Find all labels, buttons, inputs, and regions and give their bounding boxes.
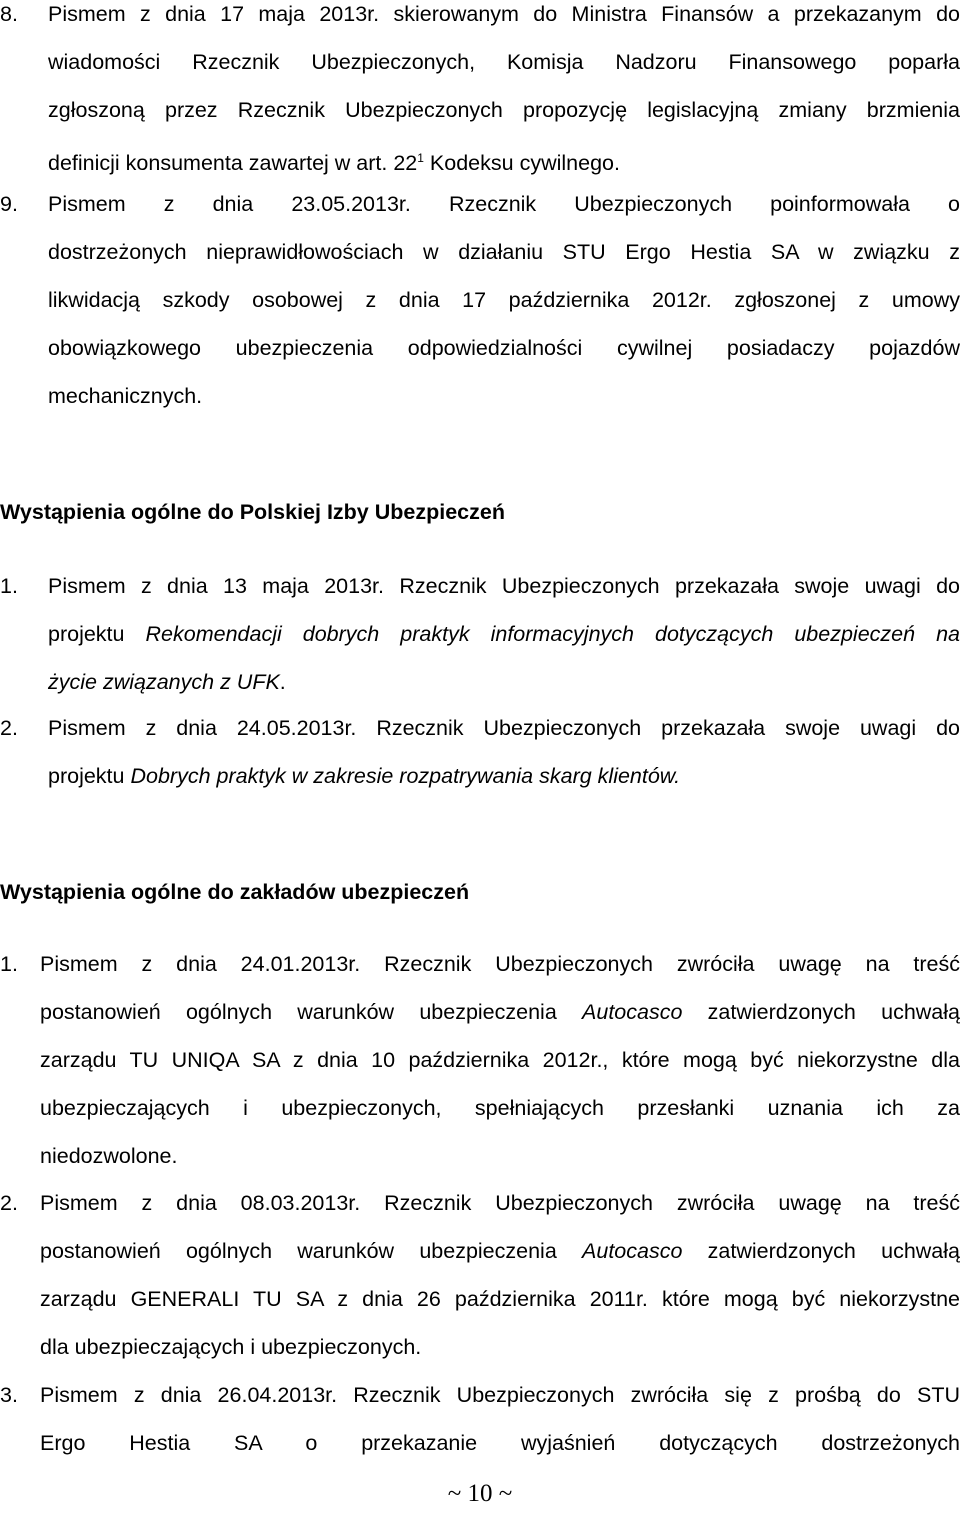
paragraph-line: Pismem z dnia 13 maja 2013r. Rzecznik Ubezpieczonych przekazała swoje uwagi do: [48, 574, 960, 598]
paragraph-line: Pismem z dnia 26.04.2013r. Rzecznik Ubezpieczonych zwróciła się z prośbą do STU: [40, 1383, 960, 1407]
paragraph-line: obowiązkowego ubezpieczenia odpowiedzialności cywilnej posiadaczy pojazdów: [48, 336, 960, 360]
paragraph-line: ubezpieczających i ubezpieczonych, spełniających przesłanki uznania ich za: [40, 1096, 960, 1120]
list-number: 3.: [0, 1383, 18, 1407]
paragraph-line: Pismem z dnia 08.03.2013r. Rzecznik Ubezpieczonych zwróciła uwagę na treść: [40, 1191, 960, 1215]
paragraph-line: definicji konsumenta zawartej w art. $22^1$ Kodeksu cywilnego.: [48, 151, 620, 176]
paragraph-line: mechanicznych.: [48, 384, 203, 408]
paragraph-line: Pismem z dnia 17 maja 2013r. skierowanym do Ministra Finansów a przekazanym do: [48, 2, 960, 26]
list-item: [0, 562, 960, 706]
list-item: [0, 180, 960, 420]
list-item: [0, 940, 960, 1180]
paragraph-line: zarządu GENERALI TU SA z dnia 26 października 2011r. które mogą być niekorzystne: [40, 1287, 960, 1311]
paragraph-line: likwidacją szkody osobowej z dnia 17 października 2012r. zgłoszonej z umowy: [48, 288, 960, 312]
paragraph-line: zarządu TU UNIQA SA z dnia 10 października 2012r., które mogą być niekorzystne dla: [40, 1048, 960, 1072]
paragraph-line: projektu Rekomendacji dobrych praktyk informacyjnych dotyczących ubezpieczeń na: [48, 622, 960, 646]
paragraph-line: zgłoszoną przez Rzecznik Ubezpieczonych propozycję legislacyjną zmiany brzmienia: [48, 98, 960, 122]
superscript: 1: [417, 151, 424, 165]
list-number: 2.: [0, 716, 18, 740]
paragraph-line: Pismem z dnia 23.05.2013r. Rzecznik Ubezpieczonych poinformowała o: [48, 192, 960, 216]
list-number: 2.: [0, 1191, 18, 1215]
paragraph-line: dostrzeżonych nieprawidłowościach w działaniu STU Ergo Hestia SA w związku z: [48, 240, 960, 264]
list-item: [0, 1371, 960, 1467]
list-number: 1.: [0, 952, 18, 976]
list-number: 9.: [0, 192, 18, 216]
paragraph-line: postanowień ogólnych warunków ubezpieczenia Autocasco zatwierdzonych uchwałą: [40, 1239, 960, 1263]
section-heading: Wystąpienia ogólne do zakładów ubezpieczeń: [0, 880, 470, 904]
paragraph-line: postanowień ogólnych warunków ubezpieczenia Autocasco zatwierdzonych uchwałą: [40, 1000, 960, 1024]
page-number: ~ 10 ~: [447, 1480, 513, 1507]
list-item: [0, 0, 960, 187]
paragraph-line: Pismem z dnia 24.01.2013r. Rzecznik Ubezpieczonych zwróciła uwagę na treść: [40, 952, 960, 976]
list-number: 8.: [0, 2, 18, 26]
list-item: [0, 704, 960, 800]
paragraph-line: życie związanych z UFK.: [48, 670, 286, 694]
paragraph-line: projektu Dobrych praktyk w zakresie rozpatrywania skarg klientów.: [48, 764, 681, 788]
list-item: [0, 1179, 960, 1371]
paragraph-line: dla ubezpieczających i ubezpieczonych.: [40, 1335, 422, 1359]
paragraph-line: Ergo Hestia SA o przekazanie wyjaśnień dotyczących dostrzeżonych: [40, 1431, 960, 1455]
section-heading: Wystąpienia ogólne do Polskiej Izby Ubezpieczeń: [0, 500, 505, 524]
paragraph-line: Pismem z dnia 24.05.2013r. Rzecznik Ubezpieczonych przekazała swoje uwagi do: [48, 716, 960, 740]
paragraph-line: niedozwolone.: [40, 1144, 178, 1168]
paragraph-line: wiadomości Rzecznik Ubezpieczonych, Komisja Nadzoru Finansowego poparła: [48, 50, 960, 74]
list-number: 1.: [0, 574, 18, 598]
